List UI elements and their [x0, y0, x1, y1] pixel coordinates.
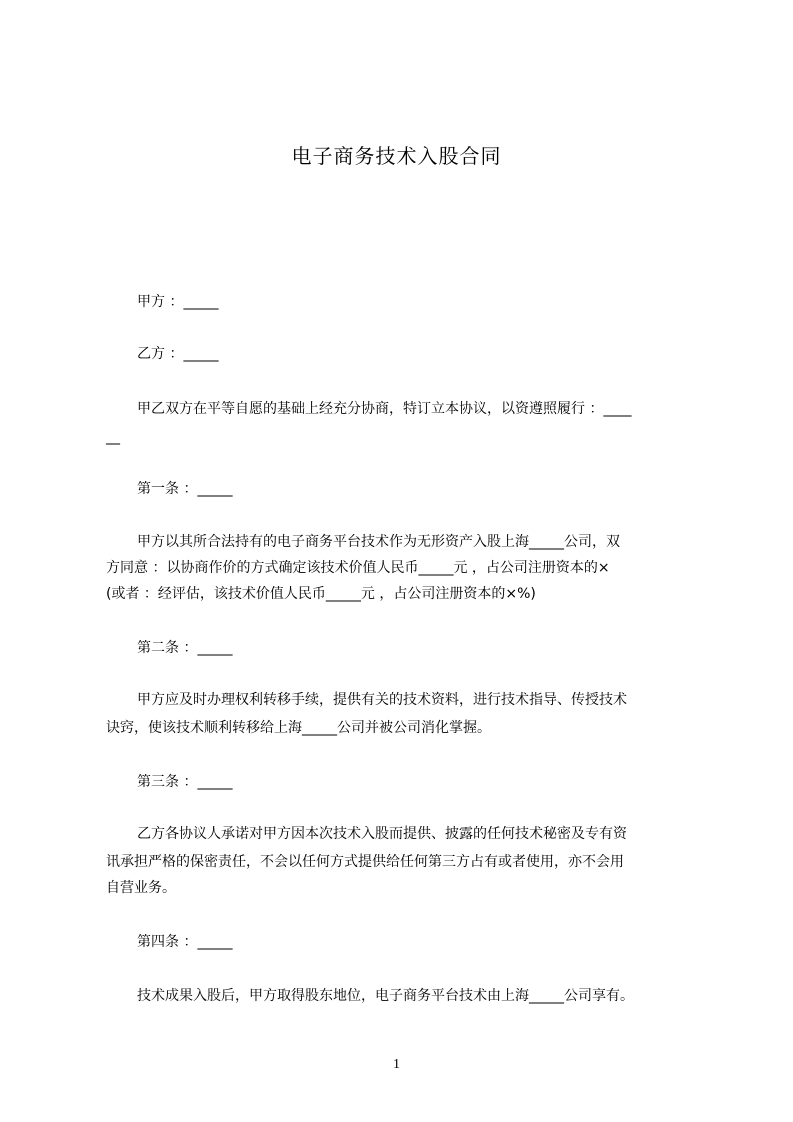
- article-2-heading: 第二条 ：_____: [137, 640, 233, 656]
- preamble-line-1: 甲乙双方在平等自愿的基础上经充分协商，特订立本协议，以资遵照履行 ：____: [137, 401, 632, 417]
- document-title: 电子商务技术入股合同: [291, 144, 502, 168]
- preamble-line-2: __: [106, 429, 120, 445]
- article-4-line-1: 技术成果入股后，甲方取得股东地位，电子商务平台技术由上海_____公司享有。: [137, 988, 634, 1004]
- article-1-line-3: (或者 ：经评估，该技术价值人民币_____元 ，占公司注册资本的×%): [106, 586, 536, 602]
- article-4-heading: 第四条 ：_____: [137, 934, 233, 950]
- page-number: 1: [393, 1057, 400, 1072]
- party-b-line: 乙方 ：_____: [137, 346, 219, 362]
- article-2-line-1: 甲方应及时办理权利转移手续，提供有关的技术资料，进行技术指导、传授技术: [137, 692, 627, 708]
- article-3-line-3: 自营业务。: [106, 880, 176, 896]
- article-1-line-2: 方同意 ：以协商作价的方式确定该技术价值人民币_____元 ，占公司注册资本的×: [106, 560, 610, 576]
- article-2-line-2: 诀窍，使该技术顺利转移给上海_____公司并被公司消化掌握。: [106, 720, 491, 736]
- article-1-heading: 第一条 ：_____: [137, 481, 233, 497]
- party-a-line: 甲方 ：_____: [137, 294, 219, 310]
- article-3-line-1: 乙方各协议人承诺对甲方因本次技术入股而提供、披露的任何技术秘密及专有资: [137, 826, 627, 842]
- article-3-line-2: 讯承担严格的保密责任，不会以任何方式提供给任何第三方占有或者使用，亦不会用: [106, 854, 624, 870]
- article-1-line-1: 甲方以其所合法持有的电子商务平台技术作为无形资产入股上海_____公司，双: [137, 534, 620, 550]
- article-3-heading: 第三条 ：_____: [137, 774, 233, 790]
